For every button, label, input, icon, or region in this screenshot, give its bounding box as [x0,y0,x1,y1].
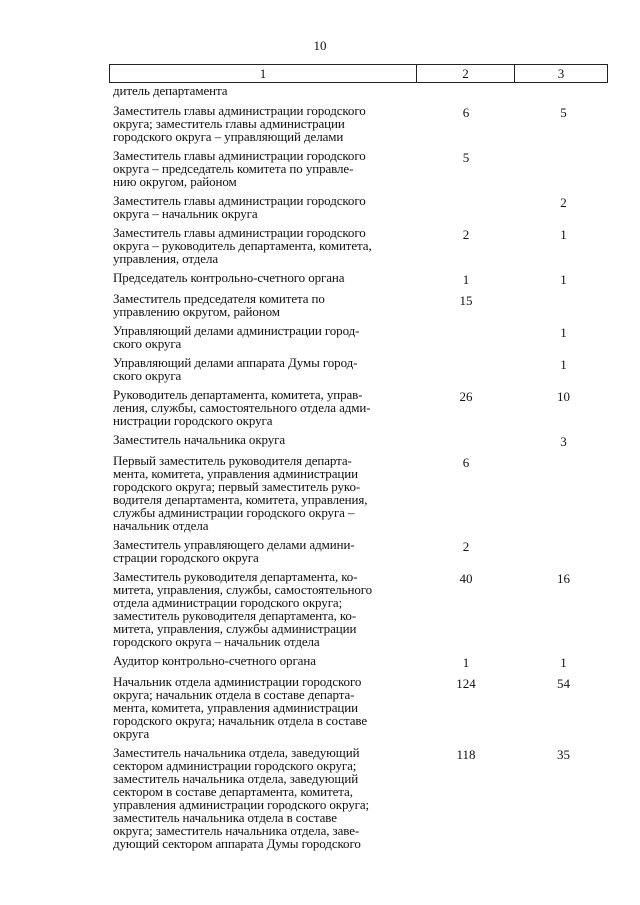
row-col-2 [406,324,526,350]
row-col-3: 10 [557,389,570,404]
row-col-3 [526,454,601,532]
row-col-3: 5 [560,105,567,120]
row-col-3 [526,538,601,564]
row-col-3: 1 [560,325,567,340]
table-row-continued [113,84,608,97]
table-row [113,104,608,143]
row-col-2 [406,194,526,220]
row-title: Заместитель главы администрации городского округа – председатель комитета по управле- нию округом, районом [113,148,366,189]
row-col-3: 35 [557,747,570,762]
row-col-3: 3 [560,434,567,449]
row-title: Руководитель департамента, комитета, управ- ления, службы, самостоятельного отдела адми- нистрации городского округа [113,387,371,428]
header-col-1: 1 [110,65,417,82]
table-row [113,654,608,669]
row-title: Заместитель председателя комитета по управлению округом, районом [113,291,325,319]
row-title: Заместитель начальника округа [113,432,286,447]
header-col-2: 2 [417,65,515,82]
table-row [113,746,608,850]
table-row [113,538,608,564]
row-title: Заместитель главы администрации городского округа; заместитель главы администрации городского округа – управляющий делами [113,103,366,144]
row-title: Управляющий делами администрации город- ского округа [113,323,360,351]
table-row [113,194,608,220]
row-col-3: 1 [560,357,567,372]
table-row [113,433,608,448]
row-col-2 [406,433,526,448]
row-col-2 [406,356,526,382]
table-row [113,149,608,188]
row-title: Председатель контрольно-счетного органа [113,270,345,285]
row-title: Заместитель руководителя департамента, ко- митета, управления, службы, самостоятельного отдела администрации городского округа; заместитель руководителя департамента, ко- митета, управления, службы администрации городского округа – начальник отдела [113,569,373,649]
row-title: Начальник отдела администрации городского округа; начальник отдела в составе департа- мента, комитета, управления администрации городского округа; начальник отдела в составе округа [113,674,367,741]
row-title: Первый заместитель руководителя департа- мента, комитета, управления администрации городского округа; первый заместитель руко- водителя департамента, комитета, управления, службы администрации городского округа – начальник отдела [113,453,368,533]
row-col-3: 1 [560,227,567,242]
row-title: Заместитель управляющего делами админи- страции городского округа [113,537,355,565]
table-row [113,454,608,532]
row-col-3: 2 [560,195,567,210]
table-row [113,226,608,265]
row-col-2: 118 [456,747,476,762]
table-row [113,388,608,427]
row-title: Аудитор контрольно-счетного органа [113,653,316,668]
page-number: 10 [313,38,327,53]
row-title: Заместитель начальника отдела, заведующий сектором администрации городского округа; заместитель начальника отдела, заведующий сектором в составе департамента, комитета, управления администрации городского округа; заместитель начальника отдела в составе округа; заместитель начальника отдела, заве- дующий сектором аппарата Думы городского [113,745,370,851]
row-col-3: 54 [557,676,570,691]
table-body [113,84,608,856]
continued-text: дитель департамента [113,83,228,98]
row-col-2: 2 [462,539,470,554]
row-title: Заместитель главы администрации городского округа – начальник округа [113,193,366,221]
row-col-2: 40 [459,571,473,586]
row-col-2: 1 [462,272,470,287]
table-row [113,675,608,740]
row-col-3: 1 [560,655,567,670]
table-row [113,292,608,318]
row-col-2: 5 [462,150,470,165]
row-col-2: 15 [459,293,473,308]
row-col-3: 1 [560,272,567,287]
row-col-3 [526,292,601,318]
row-title: Заместитель главы администрации городского округа – руководитель департамента, комитета, управления, отдела [113,225,372,266]
table-row [113,570,608,648]
table-row [113,356,608,382]
header-col-3: 3 [557,66,565,81]
row-title: Управляющий делами аппарата Думы город- ского округа [113,355,358,383]
table-row [113,271,608,286]
row-col-2: 1 [462,655,470,670]
table-row [113,324,608,350]
row-col-2: 26 [459,389,473,404]
row-col-2: 6 [462,105,470,120]
row-col-2: 124 [456,676,476,691]
row-col-3: 16 [557,571,570,586]
row-col-3 [526,149,601,188]
table-header [109,64,608,83]
row-col-2: 2 [462,227,470,242]
row-col-2: 6 [462,455,470,470]
